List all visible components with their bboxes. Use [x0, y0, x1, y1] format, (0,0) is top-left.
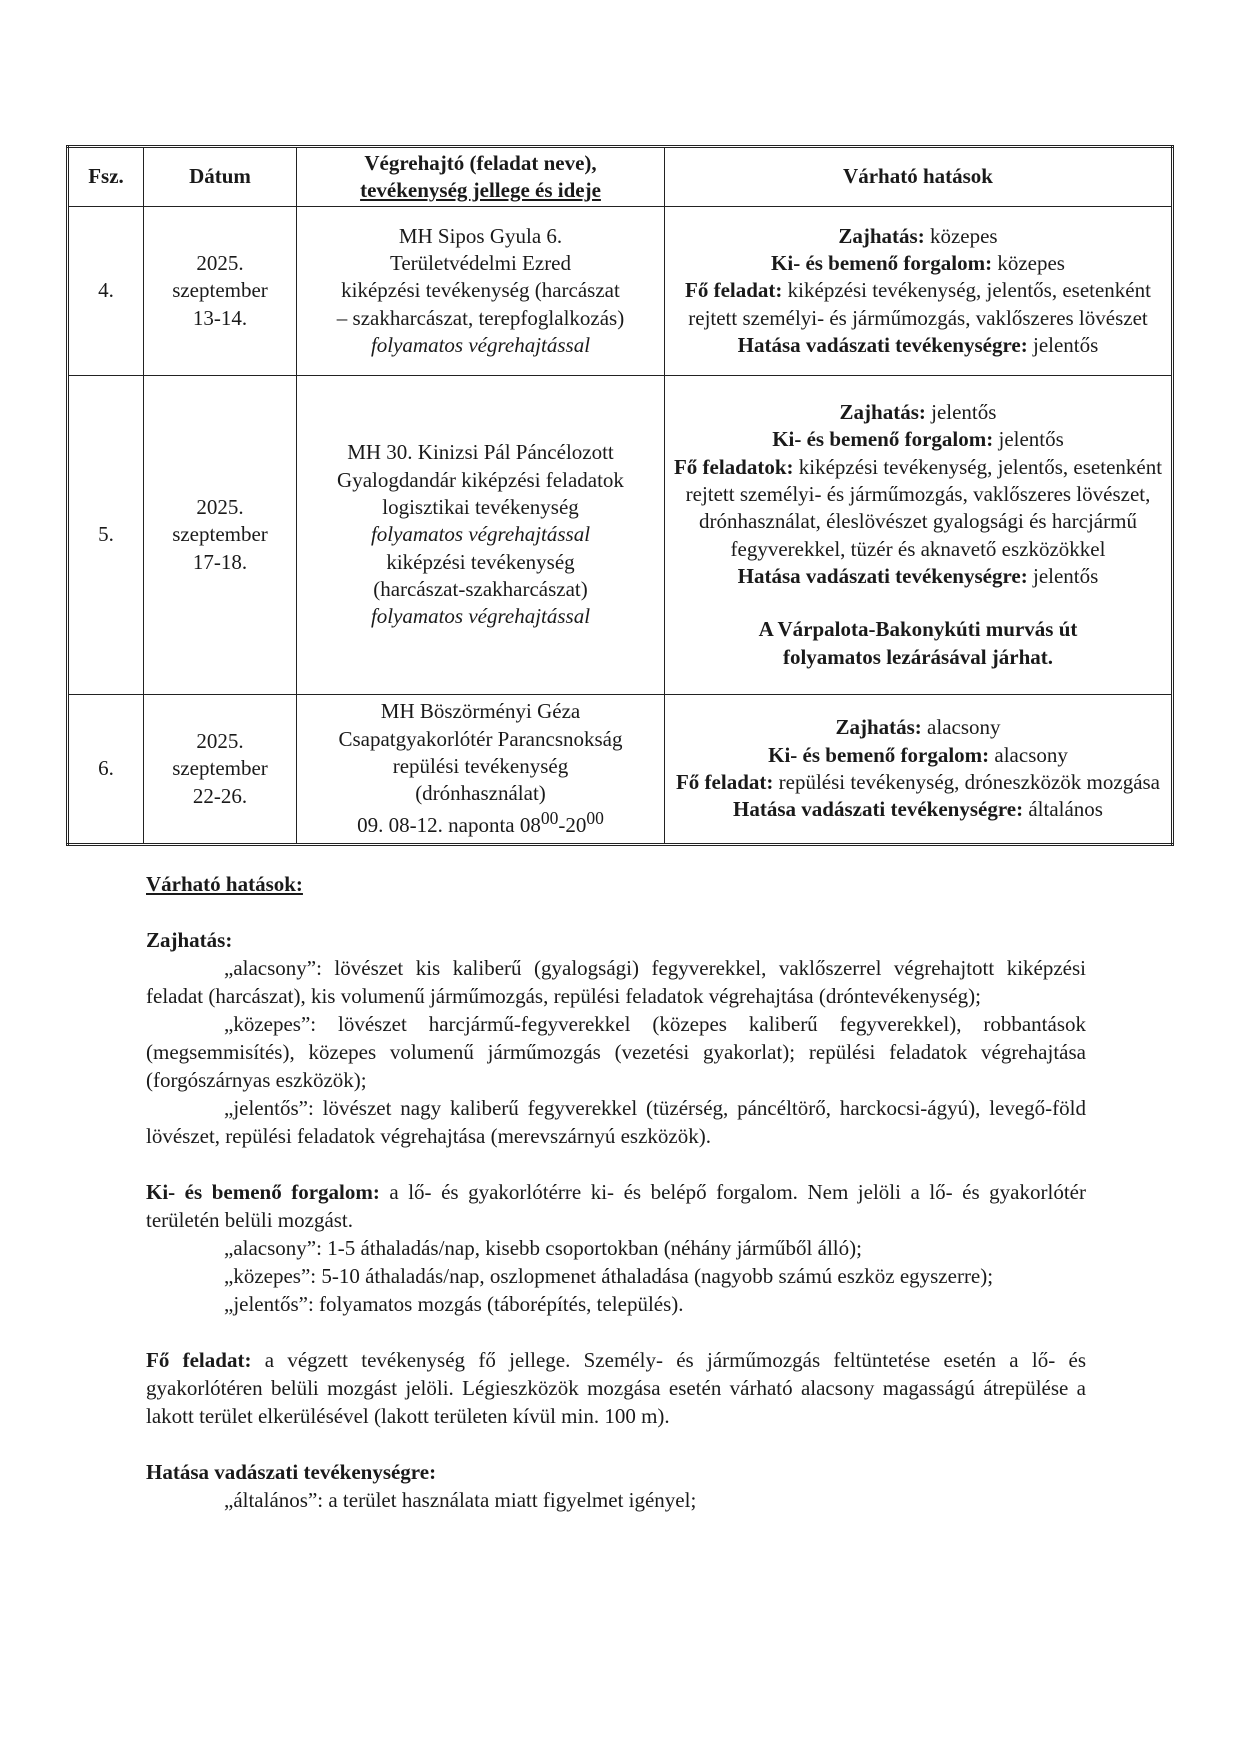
time-sup: 00 [586, 808, 604, 829]
time-mid: -20 [558, 813, 587, 838]
date-year: 2025. [196, 729, 244, 754]
zaj-alacsony: „alacsony”: lövészet kis kaliberű (gyalogsági) fegyverekkel, vaklőszerrel végrehajtott kiképzési feladat (harcászat), kis volumenű járműmozgás, repülési feladatok végrehajtása (dróntevékenység); [146, 956, 1086, 1008]
effect-value: jelentős [931, 400, 997, 425]
date-days: 17-18. [192, 549, 248, 574]
effect-label: Zajhatás: [835, 715, 922, 740]
effect-label: Fő feladat: [675, 770, 774, 794]
exec-line: logisztikai tevékenység [382, 495, 579, 520]
row-executor [297, 376, 665, 695]
header-varhato-hatasok: Várható hatások [665, 147, 1173, 207]
time-sup: 00 [540, 808, 559, 829]
effect-label: Hatása vadászati tevékenységre: [737, 332, 1028, 357]
header-vegrehajto [297, 147, 665, 207]
row-number: 4. [68, 207, 144, 376]
exec-line: (drónhasználat) [415, 781, 546, 806]
exec-italic: folyamatos végrehajtással [370, 522, 591, 547]
row-executor [297, 695, 665, 845]
exec-line: Csapatgyakorlótér Parancsnokság [338, 726, 623, 751]
row-date [144, 695, 297, 845]
exec-line: kiképzési tevékenység [386, 549, 575, 574]
forg-text: a lő- és gyakorlótérre ki- és belépő forgalom. Nem jelöli a lő- és gyakorlótér területén belüli mozgást. [146, 1180, 1086, 1232]
time-prefix: 09. 08-12. naponta 08 [357, 813, 541, 838]
row-executor [297, 207, 665, 376]
header-datum: Dátum [144, 147, 297, 207]
exec-line: repülési tevékenység [392, 753, 569, 778]
effect-value: közepes [929, 223, 998, 248]
fo-paragraph [146, 1346, 1086, 1430]
exec-line: (harcászat-szakharcászat) [373, 576, 588, 601]
row-effects [665, 695, 1173, 845]
forg-jelentos: „jelentős”: folyamatos mozgás (táborépítés, település). [224, 1292, 684, 1316]
zaj-jelentos: „jelentős”: lövészet nagy kaliberű fegyverekkel (tüzérség, páncéltörő, harckocsi-ágyú), levegő-föld lövészet, repülési feladatok végrehajtása (merevszárnyú eszközök). [146, 1096, 1086, 1148]
effect-value: jelentős [998, 427, 1064, 452]
zaj-kozepes: „közepes”: lövészet harcjármű-fegyverekkel (közepes kaliberű fegyverekkel), robbantások (megsemmisítés), közepes volumenű járműmozgás (vezetési gyakorlat); repülési feladatok végrehajtása (forgószárnyas eszközök); [146, 1012, 1086, 1092]
header-fsz: Fsz. [68, 147, 144, 207]
fo-text: a végzett tevékenység fő jellege. Személy- és járműmozgás feltüntetése esetén a lő- és gyakorlótéren belüli mozgást jelöli. Légieszközök mozgása esetén várható alacsony magasságú átrepülése a lakott terület elkerülésével (lakott területen kívül min. 100 m). [146, 1348, 1086, 1428]
zaj-heading: Zajhatás: [146, 928, 233, 952]
vad-altalanos: „általános”: a terület használata miatt figyelmet igényel; [224, 1488, 697, 1512]
fo-heading: Fő feladat: [146, 1348, 252, 1372]
effect-label: Ki- és bemenő forgalom: [772, 427, 994, 452]
row-date [144, 207, 297, 376]
exec-line: MH 30. Kinizsi Pál Páncélozott [347, 440, 614, 465]
schedule-table [66, 145, 1174, 846]
row-number: 5. [68, 376, 144, 695]
exec-italic: folyamatos végrehajtással [370, 332, 591, 357]
table-header-row [68, 147, 1173, 207]
forg-alacsony: „alacsony”: 1-5 áthaladás/nap, kisebb csoportokban (néhány járműből álló); [224, 1236, 862, 1260]
exec-line: MH Sipos Gyula 6. [398, 223, 563, 248]
effect-label: Hatása vadászati tevékenységre: [733, 797, 1024, 822]
date-days: 22-26. [192, 783, 248, 808]
exec-line: – szakharcászat, terepfoglalkozás) [336, 305, 625, 330]
row-effects [665, 207, 1173, 376]
header-vegrehajto-line2: tevékenység jellege és ideje [360, 178, 601, 202]
date-month: szeptember [172, 278, 268, 303]
row-effects [665, 376, 1173, 695]
effect-value: kiképzési tevékenység, jelentős, esetenként rejtett személyi- és járműmozgás, vaklőszeres lövészet, drónhasználat, éleslövészet gyalogsági és harcjármű fegyverekkel, tüzér és aknavető eszközökkel [685, 454, 1163, 561]
date-month: szeptember [172, 756, 268, 781]
exec-line: Gyalogdandár kiképzési feladatok [337, 467, 624, 492]
effect-label: Zajhatás: [838, 223, 925, 248]
exec-time [357, 808, 604, 838]
table-row [68, 376, 1173, 695]
exec-italic: folyamatos végrehajtással [370, 604, 591, 629]
effect-value: alacsony [994, 742, 1068, 767]
effect-label: Ki- és bemenő forgalom: [768, 742, 990, 767]
forg-heading: Ki- és bemenő forgalom: [146, 1180, 380, 1204]
spacer [671, 590, 1165, 616]
road-closure-note: folyamatos lezárásával járhat. [782, 644, 1054, 669]
exec-line: Területvédelmi Ezred [389, 251, 572, 276]
effect-label: Zajhatás: [839, 400, 926, 425]
exec-line: MH Böszörményi Géza [380, 699, 581, 724]
forg-kozepes: „közepes”: 5-10 áthaladás/nap, oszlopmenet áthaladása (nagyobb számú eszköz egyszerre); [224, 1264, 994, 1288]
road-closure-note: A Várpalota-Bakonykúti murvás út [758, 617, 1078, 642]
effect-value: repülési tevékenység, dróneszközök mozgása [778, 770, 1161, 794]
effect-label: Ki- és bemenő forgalom: [771, 251, 993, 276]
effect-value: alacsony [927, 715, 1001, 740]
effect-value: jelentős [1032, 563, 1099, 588]
effect-value: közepes [997, 251, 1065, 276]
effect-label: Fő feladat: [685, 278, 783, 303]
forg-paragraph [146, 1178, 1086, 1234]
effect-value: általános [1028, 797, 1103, 822]
effect-label: Fő feladatok: [673, 454, 794, 479]
row-date [144, 376, 297, 695]
row-number: 6. [68, 695, 144, 845]
date-days: 13-14. [192, 305, 248, 330]
legend-notes [146, 870, 1086, 1514]
table-row [68, 207, 1173, 376]
exec-line: kiképzési tevékenység (harcászat [341, 278, 620, 303]
header-vegrehajto-line1: Végrehajtó (feladat neve), [364, 150, 597, 175]
date-year: 2025. [196, 495, 244, 520]
table-row [68, 695, 1173, 845]
date-year: 2025. [196, 251, 244, 276]
notes-title: Várható hatások: [146, 872, 303, 896]
date-month: szeptember [172, 522, 268, 547]
vad-heading: Hatása vadászati tevékenységre: [146, 1460, 437, 1484]
effect-value: jelentős [1032, 332, 1099, 357]
effect-label: Hatása vadászati tevékenységre: [737, 563, 1028, 588]
effect-value: kiképzési tevékenység, jelentős, esetenként rejtett személyi- és járműmozgás, vaklőszeres lövészet [688, 278, 1151, 330]
